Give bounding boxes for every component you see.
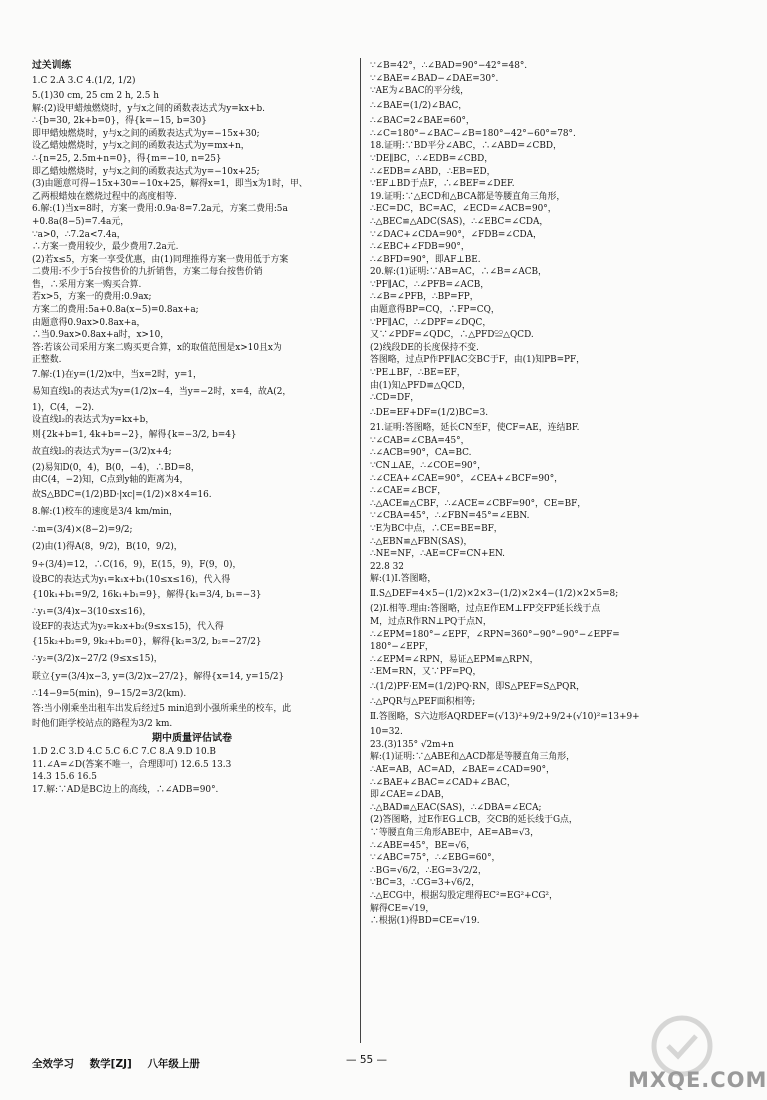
right-column-line: ∴△EBN≌△FBN(SAS)， <box>370 536 473 547</box>
left-column-line: 则{2k+b=1, 4k+b=−2}，解得{k=−3/2, b=4} <box>32 430 237 441</box>
right-column-line: ∴NE=NF，∴AE=CF=CN+EN. <box>370 549 505 560</box>
right-column-line: 即∠CAE=∠DAB， <box>370 790 450 801</box>
right-column-line: 由题意得BP=CQ，∴FP=CQ， <box>370 305 500 316</box>
footer-subject: 数学[ZJ] <box>89 1058 132 1070</box>
right-column-line: ∴∠EPM=180°−∠EPF，∠RPN=360°−90°−90°−∠EPF= <box>370 629 620 640</box>
right-column-line: ∴△ACE≌△CBF，∴∠ACE=∠CBF=90°，CE=BF， <box>370 498 587 509</box>
right-column-line: 答图略，过点P作PF∥AC交BC于F，由(1)知PB=PF， <box>370 355 586 366</box>
right-column-line: Ⅱ.答图略，S六边形AQRDEF=(√13)²+9/2+9/2+(√10)²=13+9+ <box>370 711 640 722</box>
right-column-line: ∵BC=3，∴CG=3+√6/2， <box>370 878 480 889</box>
left-column-line: +0.8a(8−5)=7.4a元， <box>32 216 130 227</box>
right-column-line: ∴∠EPM=∠RPN，易证△EPM≌△RPN， <box>370 654 539 665</box>
right-column-line: 由(1)知△PFD≌△QCD， <box>370 380 471 391</box>
left-column-line: 答:当小刚乘坐出租车出发后经过5 min追到小强所乘坐的校车，此 <box>32 704 292 715</box>
left-column-line: ∴{n=25, 2.5m+n=0}，得{m=−10, n=25} <box>32 153 222 164</box>
left-column-line: 1)，C(4，−2). <box>32 402 95 413</box>
right-column-line: ∴CD=DF， <box>370 393 420 404</box>
right-column-line: ∴∠BAC=2∠BAE=60°， <box>370 116 475 127</box>
left-column-line: 8.解:(1)校车的速度是3/4 km/min， <box>32 507 178 518</box>
right-column-line: ∴EC=DC，BC=AC，∠ECD=∠ACB=90°， <box>370 204 557 215</box>
right-column-line: ∴∠BAE=(1/2)∠BAC， <box>370 100 468 111</box>
left-column-line: (2)若x≤5，方案一享受优惠，由(1)同理推得方案一费用低于方案 <box>32 254 289 265</box>
right-column-line: 又∵∠PDF=∠QDC，∴△PFD≌△QCD. <box>370 330 534 341</box>
right-column-line: ∵∠CAB=∠CBA=45°， <box>370 435 470 446</box>
right-column-line: ∴△BAD≌△EAC(SAS)，∴∠DBA=∠ECA; <box>370 802 542 813</box>
right-column-line: ∴△BEC≌△ADC(SAS)，∴∠EBC=∠CDA， <box>370 216 549 227</box>
left-column-line: (2)易知D(0，4)，B(0，−4)，∴BD=8， <box>32 462 200 473</box>
left-column-line: (2)由(1)得A(8，9/2)，B(10，9/2)， <box>32 542 183 553</box>
left-column-line: 解:(2)设甲蜡烛燃烧时，y与x之间的函数表达式为y=kx+b. <box>32 103 265 114</box>
right-column-line: M，过点R作RN⊥PQ于点N， <box>370 616 492 627</box>
left-column-line: 乙两根蜡烛在燃烧过程中的高度相等. <box>32 191 177 202</box>
right-column-line: ∴(1/2)PF·EM=(1/2)PQ·RN，即S△PEF=S△PQR， <box>370 681 585 692</box>
left-column-line: 设乙蜡烛燃烧时，y与x之间的函数表达式为y=mx+n， <box>32 141 250 152</box>
left-column-line: 17.解:∵AD是BC边上的高线，∴∠ADB=90°. <box>32 784 219 795</box>
left-column-line: 正整数. <box>32 355 62 366</box>
left-column-line: ∵a>0，∴7.2a<7.4a， <box>32 229 126 240</box>
left-column-line: 5.(1)30 cm, 25 cm 2 h, 2.5 h <box>32 90 159 101</box>
right-column-line: ∵∠DAC+∠CDA=90°，∠FDB=∠CDA， <box>370 229 542 240</box>
footer-brand: 全效学习 <box>32 1058 74 1070</box>
right-column-line: ∴∠EBC+∠FDB=90°， <box>370 242 470 253</box>
right-column-line: (2)答图略，过E作EG⊥CB，交CB的延长线于G点， <box>370 815 578 826</box>
left-column-line: 即甲蜡烛燃烧时，y与x之间的函数表达式为y=−15x+30; <box>32 128 260 139</box>
left-column-line: 方案二的费用:5a+0.8a(x−5)=0.8ax+a; <box>32 305 199 316</box>
left-column-line: 若x>5，方案一的费用:0.9ax; <box>32 292 152 303</box>
right-column-line: ∴∠ABE=45°，BE=√6， <box>370 840 476 851</box>
left-column-line: ∴14−9=5(min)，9−15/2=3/2(km). <box>32 689 187 700</box>
left-column-line: 11.∠A=∠D(答案不唯一，合理即可) 12.6.5 13.3 <box>32 759 232 770</box>
page-number: — 55 — <box>346 1054 388 1066</box>
watermark-text: MXQE.COM <box>628 1068 767 1092</box>
left-column-line: 设EF的表达式为y₂=k₂x+b₂(9≤x≤15)，代入得 <box>32 622 224 633</box>
right-column-line: ∴∠CEA+∠CAE=90°，∠CEA+∠BCF=90°， <box>370 473 564 484</box>
left-column-line: 9÷(3/4)=12，∴C(16，9)，E(15，9)，F(9，0)， <box>32 559 242 570</box>
right-column-line: ∴AE=AB，AC=AD，∠BAE=∠CAD=90°， <box>370 765 555 776</box>
right-column-line: ∴BG=√6/2，∴EG=3√2/2， <box>370 865 487 876</box>
left-column-line: 设直线l₂的表达式为y=kx+b， <box>32 415 155 426</box>
left-column-line: 1.D 2.C 3.D 4.C 5.C 6.C 7.C 8.A 9.D 10.B <box>32 747 216 758</box>
left-column-line: 14.3 15.6 16.5 <box>32 772 97 783</box>
left-column-line: 答:若该公司采用方案二购买更合算，x的取值范围是x>10且x为 <box>32 342 282 353</box>
left-column-line: ∴{b=30, 2k+b=0}，得{k=−15, b=30} <box>32 116 207 127</box>
right-column-line: ∴△PQR与△PEF面积相等; <box>370 697 476 708</box>
footer <box>32 1056 212 1071</box>
left-column-line: 6.解:(1)当x=8时，方案一费用:0.9a·8=7.2a元，方案二费用:5a <box>32 204 288 215</box>
right-column-line: ∵CN⊥AE，∴∠COE=90°， <box>370 461 486 471</box>
left-column-line: 即乙蜡烛燃烧时，y与x之间的函数表达式为y=−10x+25; <box>32 166 260 177</box>
footer-grade: 八年级上册 <box>147 1058 200 1070</box>
right-column-line: ∵PF∥AC，∴∠DPF=∠DQC， <box>370 317 492 328</box>
right-column-line: ∵PF∥AC，∴∠PFB=∠ACB， <box>370 279 490 290</box>
right-column-line: ∴∠BFD=90°，即AF⊥BE. <box>370 254 481 265</box>
left-column-line: {15k₂+b₂=9, 9k₂+b₂=0}，解得{k₂=3/2, b₂=−27/2} <box>32 636 262 647</box>
left-column-line: 由题意得0.9ax>0.8ax+a， <box>32 317 146 328</box>
left-column <box>32 60 352 796</box>
right-column-line: ∴∠BAE+∠BAC=∠CAD+∠BAC， <box>370 777 516 788</box>
left-column-line: ∴y₂=(3/2)x−27/2 (9≤x≤15)， <box>32 654 163 665</box>
right-column-line: 19.证明:∵△ECD和△BCA都是等腰直角三角形， <box>370 191 566 202</box>
right-column-line: 解得CE=√19， <box>370 903 435 914</box>
right-column-line: ∴∠B=∠PFB，∴BP=FP， <box>370 292 479 303</box>
right-column-line: ∴∠CAE=∠BCF， <box>370 486 447 497</box>
right-column-line: (2)Ⅰ.相等.理由:答图略，过点E作EM⊥FP交FP延长线于点 <box>370 604 601 615</box>
left-column-line: 联立{y=(3/4)x−3, y=(3/2)x−27/2}，解得{x=14, y=15/2} <box>32 671 285 682</box>
right-column-line: 23.(3)135° √2m+n <box>370 739 454 750</box>
left-column-line: 故直线l₂的表达式为y=−(3/2)x+4; <box>32 447 172 458</box>
right-column-line: Ⅱ.S△DEF=4×5−(1/2)×2×3−(1/2)×2×4−(1/2)×2×5=8; <box>370 588 619 599</box>
right-column-line: ∵PE⊥BF，∴BE=EF， <box>370 368 466 379</box>
right-column <box>370 60 722 928</box>
column-divider <box>360 58 361 1043</box>
right-column-line: ∵等腰直角三角形ABE中，AE=AB=√3， <box>370 828 540 839</box>
right-column-line: ∵∠CBA=45°，∴∠FBN=45°=∠EBN. <box>370 511 530 522</box>
left-column-line: ∴方案一费用较少，最少费用7.2a元. <box>32 242 179 253</box>
right-column-line: ∵DE∥BC，∴∠EDB=∠CBD， <box>370 153 494 164</box>
left-column-line: ∴m=(3/4)×(8−2)=9/2; <box>32 524 133 535</box>
left-column-line: ∴当0.9ax>0.8ax+a时，x>10， <box>32 330 170 341</box>
right-column-line: ∴DE=EF+DF=(1/2)BC=3. <box>370 407 489 418</box>
right-column-line: 解:(1)证明:∵△ABE和△ACD都是等腰直角三角形， <box>370 752 576 763</box>
left-column-line: ∴y₁=(3/4)x−3(10≤x≤16)， <box>32 606 152 617</box>
right-column-line: 20.解:(1)证明:∵AB=AC，∴∠B=∠ACB， <box>370 267 547 278</box>
right-column-line: ∵∠BAE=∠BAD−∠DAE=30°. <box>370 73 499 84</box>
left-column-line: {10k₁+b₁=9/2, 16k₁+b₁=9}，解得{k₁=3/4, b₁=−3} <box>32 589 262 600</box>
right-column-line: ∴△ECG中，根据勾股定理得EC²=EG²+CG²， <box>370 890 558 901</box>
right-column-line: ∴∠ACB=90°，CA=BC. <box>370 448 472 459</box>
right-column-line: 10=32. <box>370 727 403 738</box>
right-column-line: 解:(1)Ⅰ.答图略， <box>370 574 437 585</box>
right-column-line: 22.8 32 <box>370 561 404 572</box>
left-column-line: 故S△BDC=(1/2)BD·|xc|=(1/2)×8×4=16. <box>32 489 212 500</box>
left-column-line: 1.C 2.A 3.C 4.(1/2, 1/2) <box>32 75 136 86</box>
right-column-line: ∴根据(1)得BD=CE=√19. <box>370 916 480 927</box>
left-column-line: 期中质量评估试卷 <box>152 733 232 745</box>
left-column-line: 易知直线l₁的表达式为y=(1/2)x−4，当y=−2时，x=4，故A(2， <box>32 387 292 398</box>
left-column-line: 由C(4，−2)知，C点到y轴的距离为4， <box>32 475 189 486</box>
right-column-line: ∵AE为∠BAC的平分线， <box>370 86 469 97</box>
right-column-line: 21.证明:答图略，延长CN至F，使CF=AE，连结BF. <box>370 423 580 434</box>
left-column-line: 二费用:不少于5台按售价的九折销售，方案二每台按售价销 <box>32 267 263 278</box>
right-column-line: ∵∠ABC=75°，∴∠EBG=60°， <box>370 853 501 864</box>
right-column-line: ∴∠C=180°−∠BAC−∠B=180°−42°−60°=78°. <box>370 128 576 139</box>
right-column-line: 180°−∠EPF， <box>370 642 434 653</box>
right-column-line: ∴∠EDB=∠ABD，∴EB=ED， <box>370 166 496 177</box>
right-column-line: ∵EF⊥BD于点F，∴∠BEF=∠DEF. <box>370 179 515 190</box>
right-column-line: 18.证明:∵BD平分∠ABC，∴∠ABD=∠CBD， <box>370 141 562 152</box>
right-column-line: (2)线段DE的长度保持不变. <box>370 342 479 353</box>
right-column-line: ∵E为BC中点，∴CE=BE=BF， <box>370 523 503 534</box>
left-column-line: (3)由题意可得−15x+30=−10x+25，解得x=1，即当x为1时，甲、 <box>32 179 308 190</box>
left-column-line: 设BC的表达式为y₁=k₁x+b₁(10≤x≤16)，代入得 <box>32 574 231 585</box>
left-column-line: 7.解:(1)在y=(1/2)x中，当x=2时，y=1， <box>32 370 202 381</box>
right-column-line: ∵∠B=42°，∴∠BAD=90°−42°=48°. <box>370 61 528 71</box>
right-column-line: ∴EM=RN，又∵PF=PQ， <box>370 667 482 678</box>
left-column-line: 过关训练 <box>32 60 72 71</box>
left-column-line: 售，∴采用方案一购买合算. <box>32 279 142 290</box>
left-column-line: 时他们距学校站点的路程为3/2 km. <box>32 719 173 730</box>
